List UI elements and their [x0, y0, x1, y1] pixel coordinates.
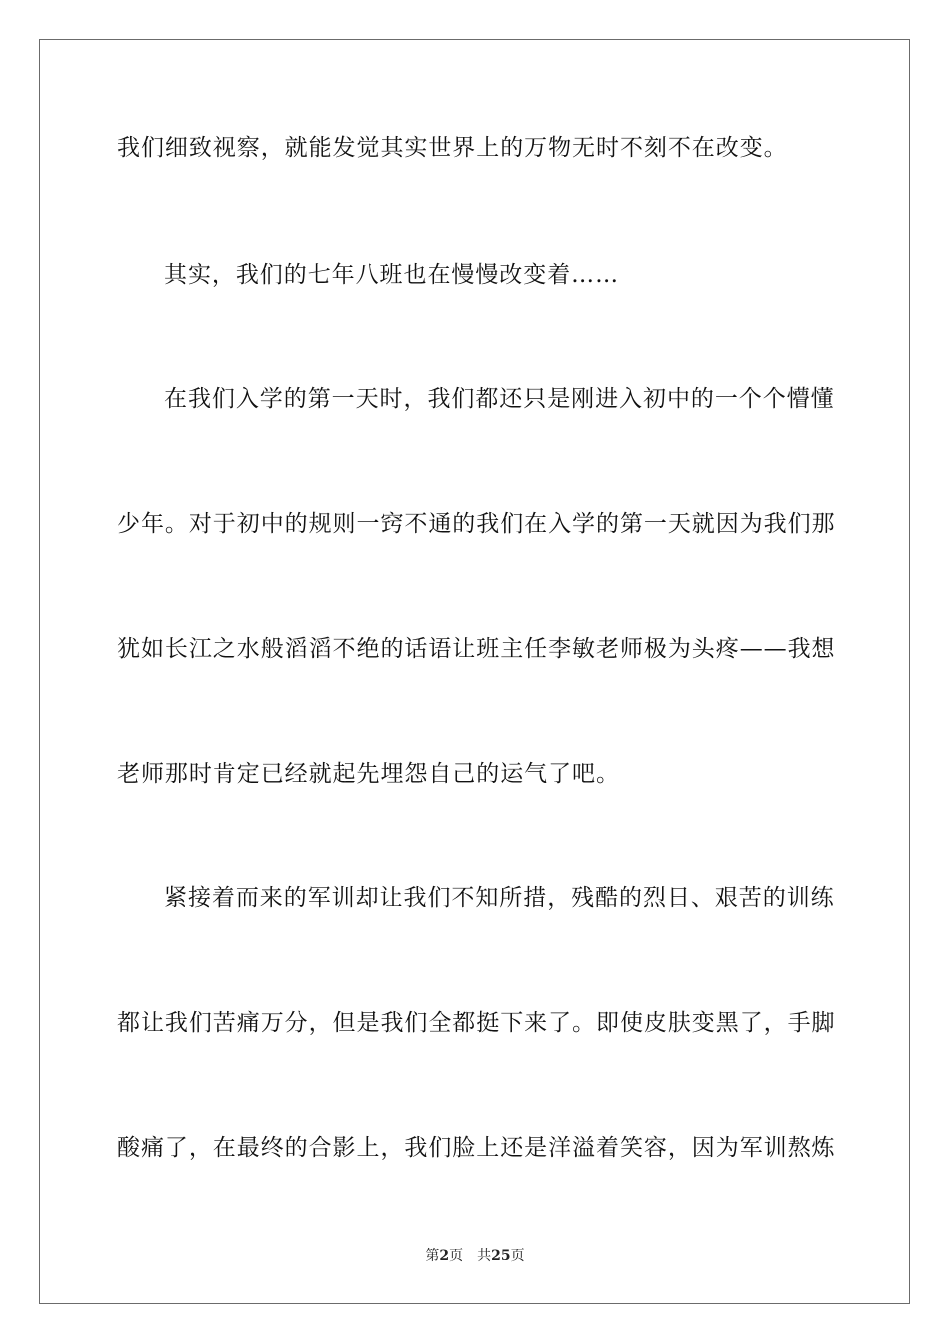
page-label-suffix: 页	[449, 1248, 464, 1264]
page-number: 2	[439, 1248, 450, 1264]
total-label-prefix: 共	[477, 1248, 492, 1264]
text-line-8: 都让我们苦痛万分，但是我们全都挺下来了。即使皮肤变黑了，手脚	[117, 1010, 836, 1036]
text-line-2: 其实，我们的七年八班也在慢慢改变着……	[164, 262, 620, 288]
page-border	[39, 39, 910, 1304]
text-line-6: 老师那时肯定已经就起先埋怨自己的运气了吧。	[117, 761, 620, 787]
page-label-prefix: 第	[425, 1248, 440, 1264]
total-label-suffix: 页	[510, 1248, 525, 1264]
text-line-9: 酸痛了，在最终的合影上，我们脸上还是洋溢着笑容，因为军训熬炼	[117, 1135, 836, 1161]
text-line-3: 在我们入学的第一天时，我们都还只是刚进入初中的一个个懵懂	[164, 386, 835, 412]
text-line-1: 我们细致视察，就能发觉其实世界上的万物无时不刻不在改变。	[117, 135, 788, 161]
text-line-7: 紧接着而来的军训却让我们不知所措，残酷的烈日、艰苦的训练	[164, 885, 835, 911]
page-footer	[0, 1247, 950, 1265]
text-line-4: 少年。对于初中的规则一窍不通的我们在入学的第一天就因为我们那	[117, 511, 836, 537]
text-line-5: 犹如长江之水般滔滔不绝的话语让班主任李敏老师极为头疼——我想	[117, 636, 836, 662]
total-pages: 25	[491, 1248, 511, 1264]
